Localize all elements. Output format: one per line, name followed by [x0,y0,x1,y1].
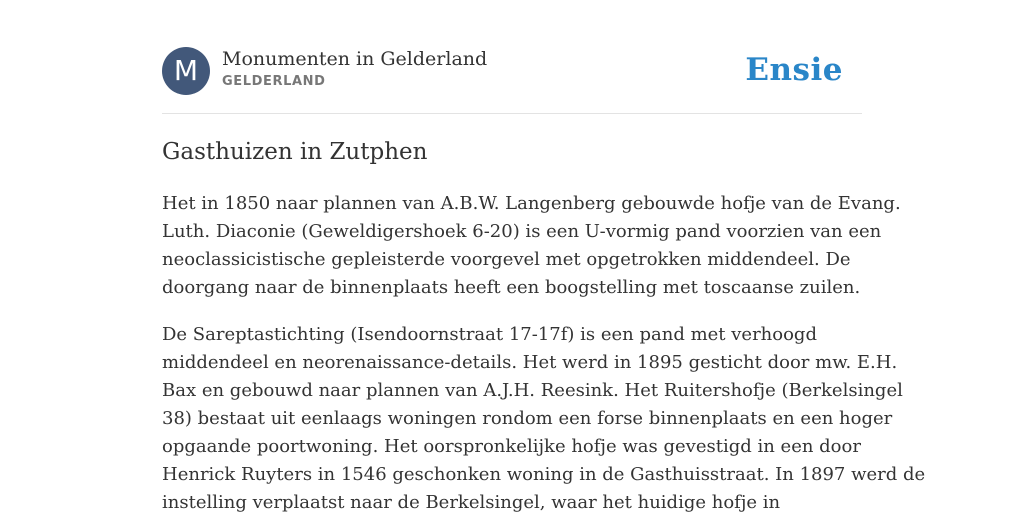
collection-avatar[interactable]: M [162,47,210,95]
paragraph-line: Het in 1850 naar plannen van A.B.W. Langenberg gebouwde hofje van de Evang. [162,193,901,214]
paragraph-line: 38) bestaat uit eenlaags woningen rondom een forse binnenplaats en een hoger [162,408,893,429]
ensie-logo[interactable]: Ensie [745,52,843,88]
paragraph-line: De Sareptastichting (Isendoornstraat 17-17f) is een pand met verhoogd [162,324,817,345]
article-title: Gasthuizen in Zutphen [162,139,428,165]
header [162,46,862,96]
article-body [162,190,926,512]
paragraph-line: Henrick Ruyters in 1546 geschonken woning in de Gasthuisstraat. In 1897 werd de [162,464,926,485]
paragraph-line: opgaande poortwoning. Het oorspronkelijke hofje was gevestigd in een door [162,436,861,457]
paragraph-line: middendeel en neorenaissance-details. Het werd in 1895 gesticht door mw. E.H. [162,352,898,373]
collection-region[interactable]: GELDERLAND [222,74,326,89]
paragraph-line: Bax en gebouwd naar plannen van A.J.H. Reesink. Het Ruitershofje (Berkelsingel [162,380,903,401]
header-divider [162,113,862,114]
paragraph-2 [162,321,926,512]
paragraph-line: doorgang naar de binnenplaats heeft een boogstelling met toscaanse zuilen. [162,277,861,298]
collection-title[interactable]: Monumenten in Gelderland [222,48,488,70]
paragraph-line: instelling verplaatst naar de Berkelsingel, waar het huidige hofje in [162,492,781,512]
paragraph-line: neoclassicistische gepleisterde voorgevel met opgetrokken middendeel. De [162,249,851,270]
paragraph-1 [162,190,901,302]
paragraph-line: Luth. Diaconie (Geweldigershoek 6-20) is een U-vormig pand voorzien van een [162,221,882,242]
